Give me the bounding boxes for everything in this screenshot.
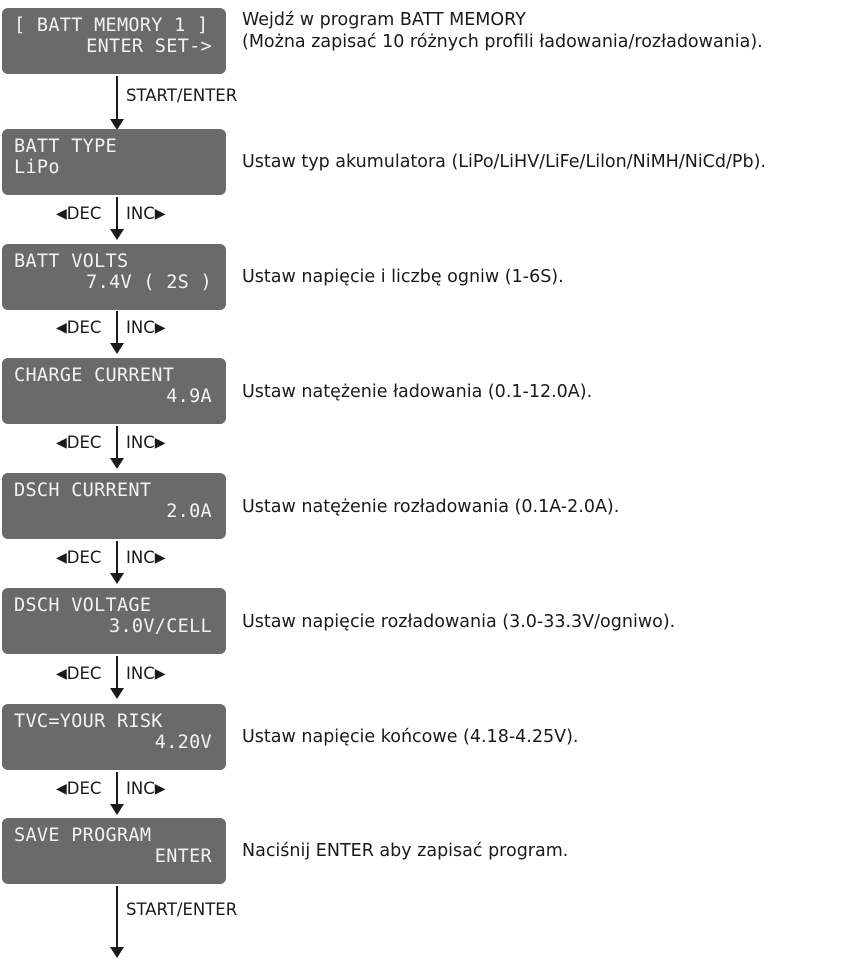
dec-inc-label-5 [56, 664, 101, 683]
step-description-7: Ustaw napięcie końcowe (4.18-4.25V). [242, 727, 579, 747]
left-triangle-icon: ◀ [56, 550, 67, 566]
inc-label-4 [126, 548, 166, 567]
left-triangle-icon: ◀ [56, 781, 67, 797]
left-triangle-icon: ◀ [56, 666, 67, 682]
lcd-line-1: SAVE PROGRAM [14, 825, 152, 846]
inc-label-5 [126, 664, 166, 683]
inc-label: INC [126, 548, 155, 567]
right-triangle-icon: ▶ [154, 781, 166, 797]
dec-label: DEC [66, 548, 102, 567]
lcd-tvc [2, 704, 226, 770]
inc-label-3 [126, 433, 166, 452]
lcd-save-program [2, 818, 226, 884]
lcd-line-2: 4.9A [166, 386, 212, 407]
lcd-line-2: 3.0V/CELL [109, 616, 212, 637]
right-triangle-icon: ▶ [154, 666, 166, 682]
inc-label: INC [126, 664, 155, 683]
step-description-8: Naciśnij ENTER aby zapisać program. [242, 841, 569, 861]
step-description-3: Ustaw napięcie i liczbę ogniw (1-6S). [242, 267, 564, 287]
inc-label-6 [126, 779, 166, 798]
lcd-dsch-voltage [2, 588, 226, 654]
right-triangle-icon: ▶ [154, 550, 166, 566]
inc-label-1 [126, 204, 166, 223]
lcd-batt-volts [2, 244, 226, 310]
lcd-line-1: [ BATT MEMORY 1 ] [14, 15, 209, 36]
left-triangle-icon: ◀ [56, 435, 67, 451]
lcd-line-2: LiPo [14, 157, 60, 178]
inc-label: INC [126, 204, 155, 223]
dec-label: DEC [66, 433, 102, 452]
lcd-line-1: DSCH CURRENT [14, 480, 152, 501]
right-triangle-icon: ▶ [154, 206, 166, 222]
dec-inc-label-1 [56, 204, 101, 223]
lcd-line-2: 7.4V ( 2S ) [86, 272, 212, 293]
start-enter-label-top: START/ENTER [126, 86, 238, 105]
left-triangle-icon: ◀ [56, 206, 67, 222]
lcd-line-2: ENTER SET-> [86, 36, 212, 57]
start-enter-label-bottom: START/ENTER [126, 900, 238, 919]
step-description-4: Ustaw natężenie ładowania (0.1-12.0A). [242, 382, 593, 402]
lcd-line-1: TVC=YOUR RISK [14, 711, 163, 732]
step-description-5: Ustaw natężenie rozładowania (0.1A-2.0A). [242, 497, 620, 517]
dec-label: DEC [66, 318, 102, 337]
lcd-line-1: CHARGE CURRENT [14, 365, 175, 386]
dec-inc-label-2 [56, 318, 101, 337]
right-triangle-icon: ▶ [154, 320, 166, 336]
lcd-line-2: 2.0A [166, 501, 212, 522]
step-description-2: Ustaw typ akumulatora (LiPo/LiHV/LiFe/Lilon/NiMH/NiCd/Pb). [242, 152, 766, 172]
lcd-batt-memory [2, 8, 226, 74]
dec-inc-label-6 [56, 779, 101, 798]
inc-label: INC [126, 779, 155, 798]
dec-label: DEC [66, 664, 102, 683]
lcd-line-1: DSCH VOLTAGE [14, 595, 152, 616]
lcd-dsch-current [2, 473, 226, 539]
inc-label: INC [126, 433, 155, 452]
step-description-6: Ustaw napięcie rozładowania (3.0-33.3V/ogniwo). [242, 612, 676, 632]
dec-label: DEC [66, 779, 102, 798]
inc-label-2 [126, 318, 166, 337]
inc-label: INC [126, 318, 155, 337]
lcd-line-1: BATT TYPE [14, 136, 117, 157]
dec-label: DEC [66, 204, 102, 223]
lcd-line-2: ENTER [154, 846, 212, 867]
step-description-1: Wejdź w program BATT MEMORY (Można zapisać 10 różnych profili ładowania/rozładowania). [242, 10, 763, 52]
left-triangle-icon: ◀ [56, 320, 67, 336]
right-triangle-icon: ▶ [154, 435, 166, 451]
lcd-batt-type [2, 129, 226, 195]
lcd-line-2: 4.20V [154, 732, 212, 753]
lcd-line-1: BATT VOLTS [14, 251, 129, 272]
dec-inc-label-3 [56, 433, 101, 452]
lcd-charge-current [2, 358, 226, 424]
dec-inc-label-4 [56, 548, 101, 567]
